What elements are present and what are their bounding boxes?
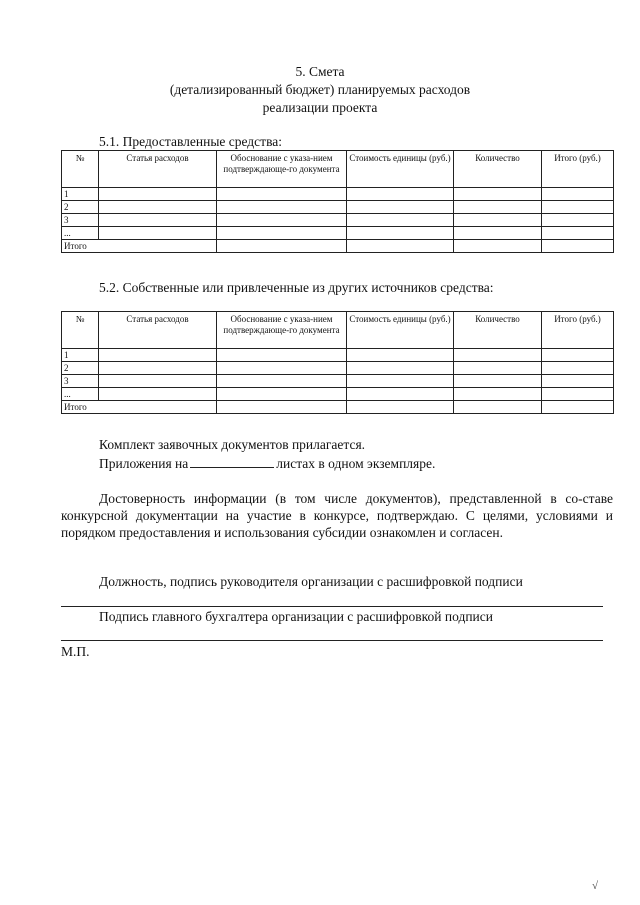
table-header-row (62, 151, 614, 188)
col-num: № (62, 151, 99, 188)
table-row (62, 201, 614, 214)
attached-documents-text: Комплект заявочных документов прилагается. (99, 437, 366, 452)
table-header-row (62, 312, 614, 349)
total-label: Итого (62, 401, 217, 414)
col-quantity: Количество (454, 151, 542, 188)
row-num: 3 (62, 214, 99, 227)
corner-mark: √ (592, 880, 599, 892)
col-quantity: Количество (454, 312, 542, 349)
table-row (62, 188, 614, 201)
section-1-title: 5.1. Предоставленные средства: (99, 134, 283, 149)
appendix-prefix: Приложения на (99, 456, 189, 471)
table-total-row (62, 240, 614, 253)
col-unit-cost: Стоимость единицы (руб.) (347, 151, 454, 188)
col-total: Итого (руб.) (542, 151, 614, 188)
row-num: ... (62, 227, 99, 240)
row-num: 2 (62, 201, 99, 214)
row-num: 1 (62, 188, 99, 201)
document-subtitle-2: реализации проекта (262, 100, 378, 115)
budget-table-own (61, 311, 614, 414)
table-row (62, 388, 614, 401)
table-row (62, 214, 614, 227)
accountant-signature-line[interactable] (61, 640, 603, 641)
section-2-title: 5.2. Собственные или привлеченные из других источников средства: (99, 280, 494, 295)
col-num: № (62, 312, 99, 349)
head-signature-line[interactable] (61, 606, 603, 607)
budget-table-provided (61, 150, 614, 253)
row-num: 2 (62, 362, 99, 375)
row-num: 1 (62, 349, 99, 362)
col-total: Итого (руб.) (542, 312, 614, 349)
row-num: 3 (62, 375, 99, 388)
col-article: Статья расходов (99, 312, 217, 349)
document-title: 5. Смета (295, 64, 345, 79)
col-article: Статья расходов (99, 151, 217, 188)
reliability-statement: Достоверность информации (в том числе документов), представленной в со-ставе конкурсной документации на участие в конкурсе, подтверждаю. С целями, условиями и порядком предоставления и использования субсидии ознакомлен и согласен. (61, 491, 613, 540)
table-row (62, 349, 614, 362)
table-row (62, 227, 614, 240)
table-total-row (62, 401, 614, 414)
stamp-place-label: М.П. (61, 644, 90, 659)
col-unit-cost: Стоимость единицы (руб.) (347, 312, 454, 349)
appendix-suffix: листах в одном экземпляре. (276, 456, 436, 471)
document-subtitle: (детализированный бюджет) планируемых расходов (169, 82, 471, 97)
col-basis: Обоснование с указа-нием подтверждающе-го документа (217, 151, 347, 188)
appendix-text (99, 455, 640, 472)
col-basis: Обоснование с указа-нием подтверждающе-го документа (217, 312, 347, 349)
appendix-pages-blank[interactable] (190, 455, 274, 468)
accountant-signature-label: Подпись главного бухгалтера организации с расшифровкой подписи (99, 609, 493, 624)
table-row (62, 375, 614, 388)
total-label: Итого (62, 240, 217, 253)
table-row (62, 362, 614, 375)
row-num: ... (62, 388, 99, 401)
head-signature-label: Должность, подпись руководителя организации с расшифровкой подписи (99, 574, 523, 589)
